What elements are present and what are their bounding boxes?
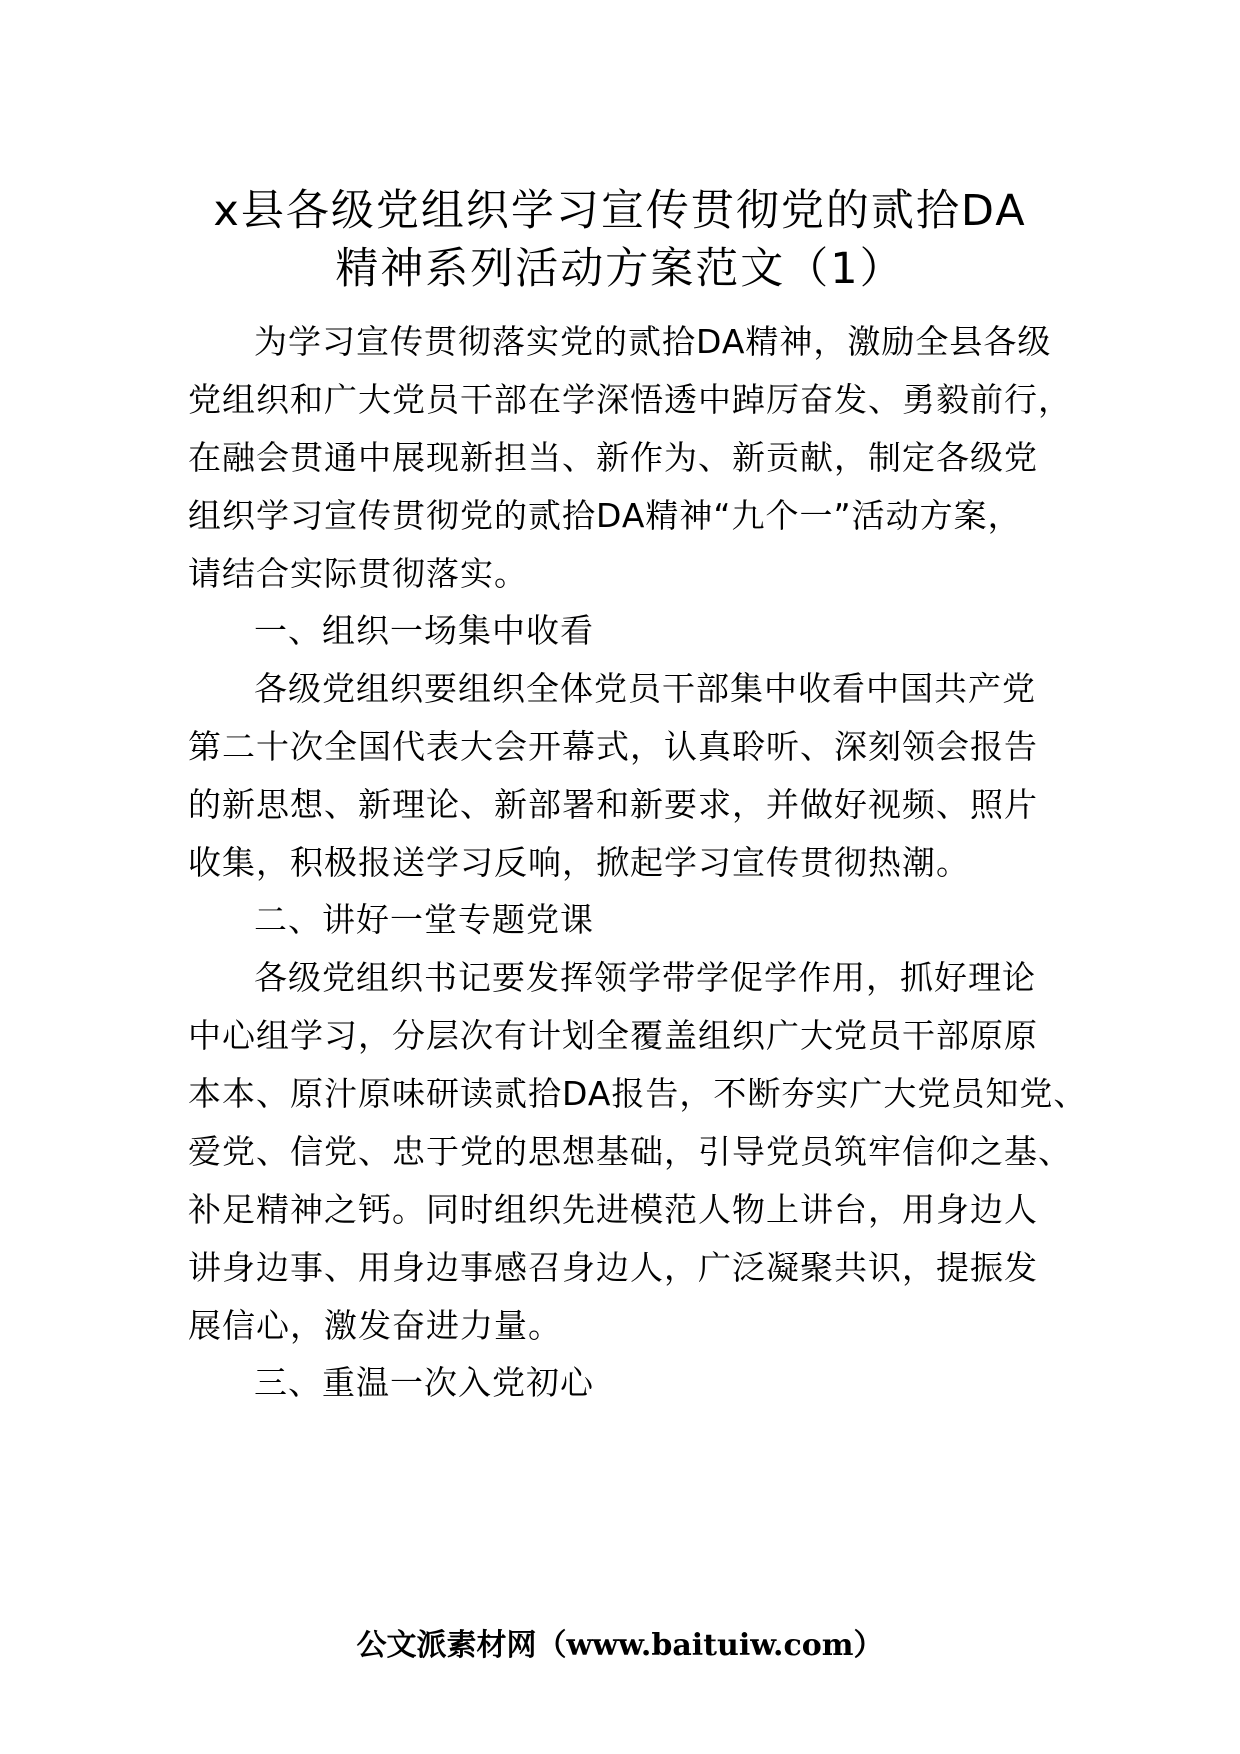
paragraph-section1-line-3: 的新思想、新理论、新部署和新要求，并做好视频、照片 <box>188 785 1038 824</box>
paragraph-section2-line-5: 补足精神之钙。同时组织先进模范人物上讲台，用身边人 <box>188 1190 1038 1229</box>
paragraph-intro-line-2: 党组织和广大党员干部在学深悟透中踔厉奋发、勇毅前行， <box>188 380 1072 419</box>
paragraph-section2-line-7: 展信心，激发奋进力量。 <box>188 1306 562 1345</box>
document-title-line-1: x县各级党组织学习宣传贯彻党的贰拾DA <box>213 186 1027 236</box>
paragraph-section2-line-4: 爱党、信党、忠于党的思想基础，引导党员筑牢信仰之基、 <box>188 1132 1072 1171</box>
document-title-line-2: 精神系列活动方案范文（1） <box>335 244 905 294</box>
footer-source-text: 公文派素材网（www.baituiw.com） <box>356 1628 884 1663</box>
paragraph-section1-line-1: 各级党组织要组织全体党员干部集中收看中国共产党 <box>254 669 1036 708</box>
section-heading-3: 三、重温一次入党初心 <box>254 1363 594 1402</box>
paragraph-section2-line-1: 各级党组织书记要发挥领学带学促学作用，抓好理论 <box>254 958 1036 997</box>
paragraph-section2-line-2: 中心组学习，分层次有计划全覆盖组织广大党员干部原原 <box>188 1016 1038 1055</box>
paragraph-intro-line-3: 在融会贯通中展现新担当、新作为、新贡献，制定各级党 <box>188 438 1038 477</box>
paragraph-intro-line-1: 为学习宣传贯彻落实党的贰拾DA精神，激励全县各级 <box>254 322 1052 361</box>
paragraph-intro-line-4: 组织学习宣传贯彻党的贰拾DA精神“九个一”活动方案， <box>188 496 1022 535</box>
section-heading-2: 二、讲好一堂专题党课 <box>254 900 594 939</box>
paragraph-section1-line-4: 收集，积极报送学习反响，掀起学习宣传贯彻热潮。 <box>188 843 970 882</box>
paragraph-section2-line-6: 讲身边事、用身边事感召身边人，广泛凝聚共识，提振发 <box>188 1248 1038 1287</box>
paragraph-section2-line-3: 本本、原汁原味研读贰拾DA报告，不断夯实广大党员知党、 <box>188 1074 1088 1113</box>
section-heading-1: 一、组织一场集中收看 <box>254 611 594 650</box>
paragraph-intro-line-5: 请结合实际贯彻落实。 <box>188 554 528 593</box>
paragraph-section1-line-2: 第二十次全国代表大会开幕式，认真聆听、深刻领会报告 <box>188 727 1038 766</box>
